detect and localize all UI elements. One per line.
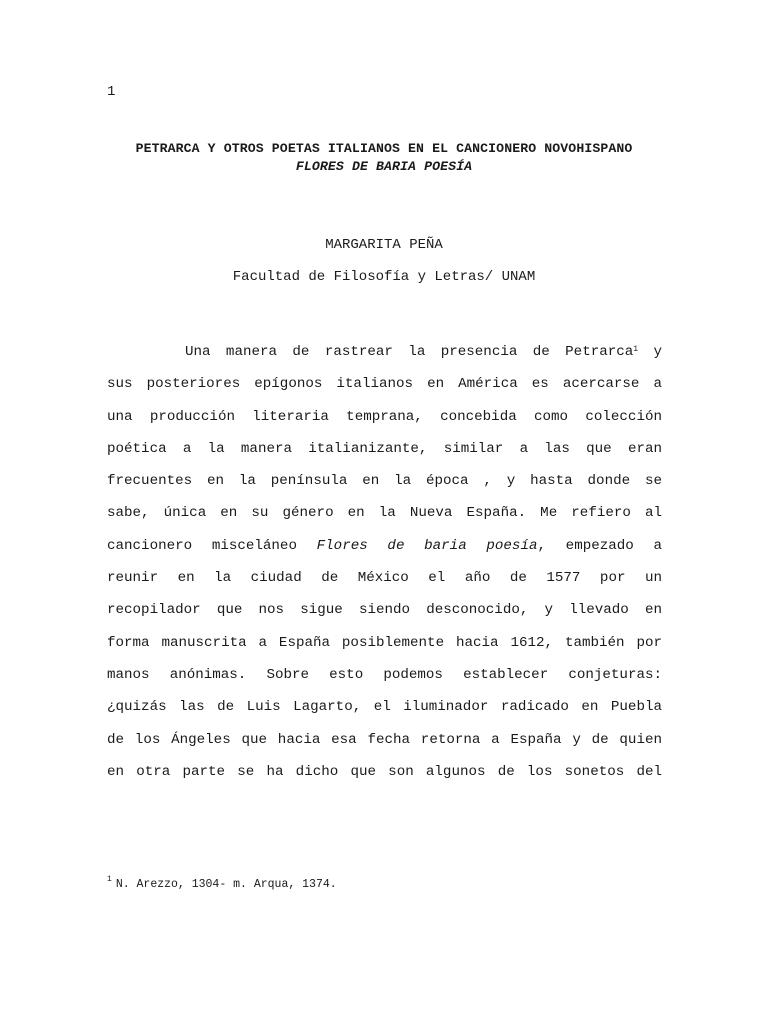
body-line: [107, 534, 662, 566]
article-title-line2: FLORES DE BARIA POESÍA: [295, 159, 473, 174]
body-text-segment: Una manera de rastrear la presencia de Petrarca: [185, 344, 634, 360]
footnote-marker: 1: [107, 875, 112, 884]
body-line: poética a la manera italianizante, similar a las que eran: [107, 440, 662, 457]
footnote-text: N. Arezzo, 1304- m. Arqua, 1374.: [115, 878, 337, 891]
body-line: una producción literaria temprana, concebida como colección: [107, 408, 662, 425]
footnote-reference[interactable]: 1: [633, 345, 639, 354]
body-line: frecuentes en la península en la época , y hasta donde se: [107, 473, 662, 490]
body-line: sus posteriores epígonos italianos en América es acercarse a: [107, 376, 662, 393]
author-affiliation: Facultad de Filosofía y Letras/ UNAM: [232, 269, 536, 285]
body-paragraph: [107, 340, 662, 792]
body-text-segment: y: [638, 344, 662, 360]
page-number: 1: [107, 84, 116, 100]
body-line: de los Ángeles que hacia esa fecha retorna a España y de quien: [107, 731, 662, 748]
body-text-segment: , empezado a: [537, 537, 662, 554]
body-line: recopilador que nos sigue siendo desconocido, y llevado en: [107, 602, 662, 619]
body-line: forma manuscrita a España posiblemente hacia 1612, también por: [107, 634, 662, 651]
body-line: ¿quizás las de Luis Lagarto, el iluminador radicado en Puebla: [107, 699, 662, 716]
body-line: manos anónimas. Sobre esto podemos establecer conjeturas:: [107, 666, 662, 683]
book-title-italic: Flores de baria poesía: [316, 537, 538, 554]
footnote: [107, 875, 337, 891]
article-title-line1: PETRARCA Y OTROS POETAS ITALIANOS EN EL CANCIONERO NOVOHISPANO: [135, 141, 633, 156]
body-text-segment: cancionero misceláneo: [107, 537, 317, 554]
body-line: en otra parte se ha dicho que son algunos de los sonetos del: [107, 763, 662, 780]
author-name: MARGARITA PEÑA: [325, 237, 443, 253]
body-line: [107, 340, 662, 372]
body-line: sabe, única en su género en la Nueva España. Me refiero al: [107, 505, 662, 522]
article-title: [90, 140, 678, 176]
body-line: reunir en la ciudad de México el año de 1577 por un: [107, 570, 662, 587]
